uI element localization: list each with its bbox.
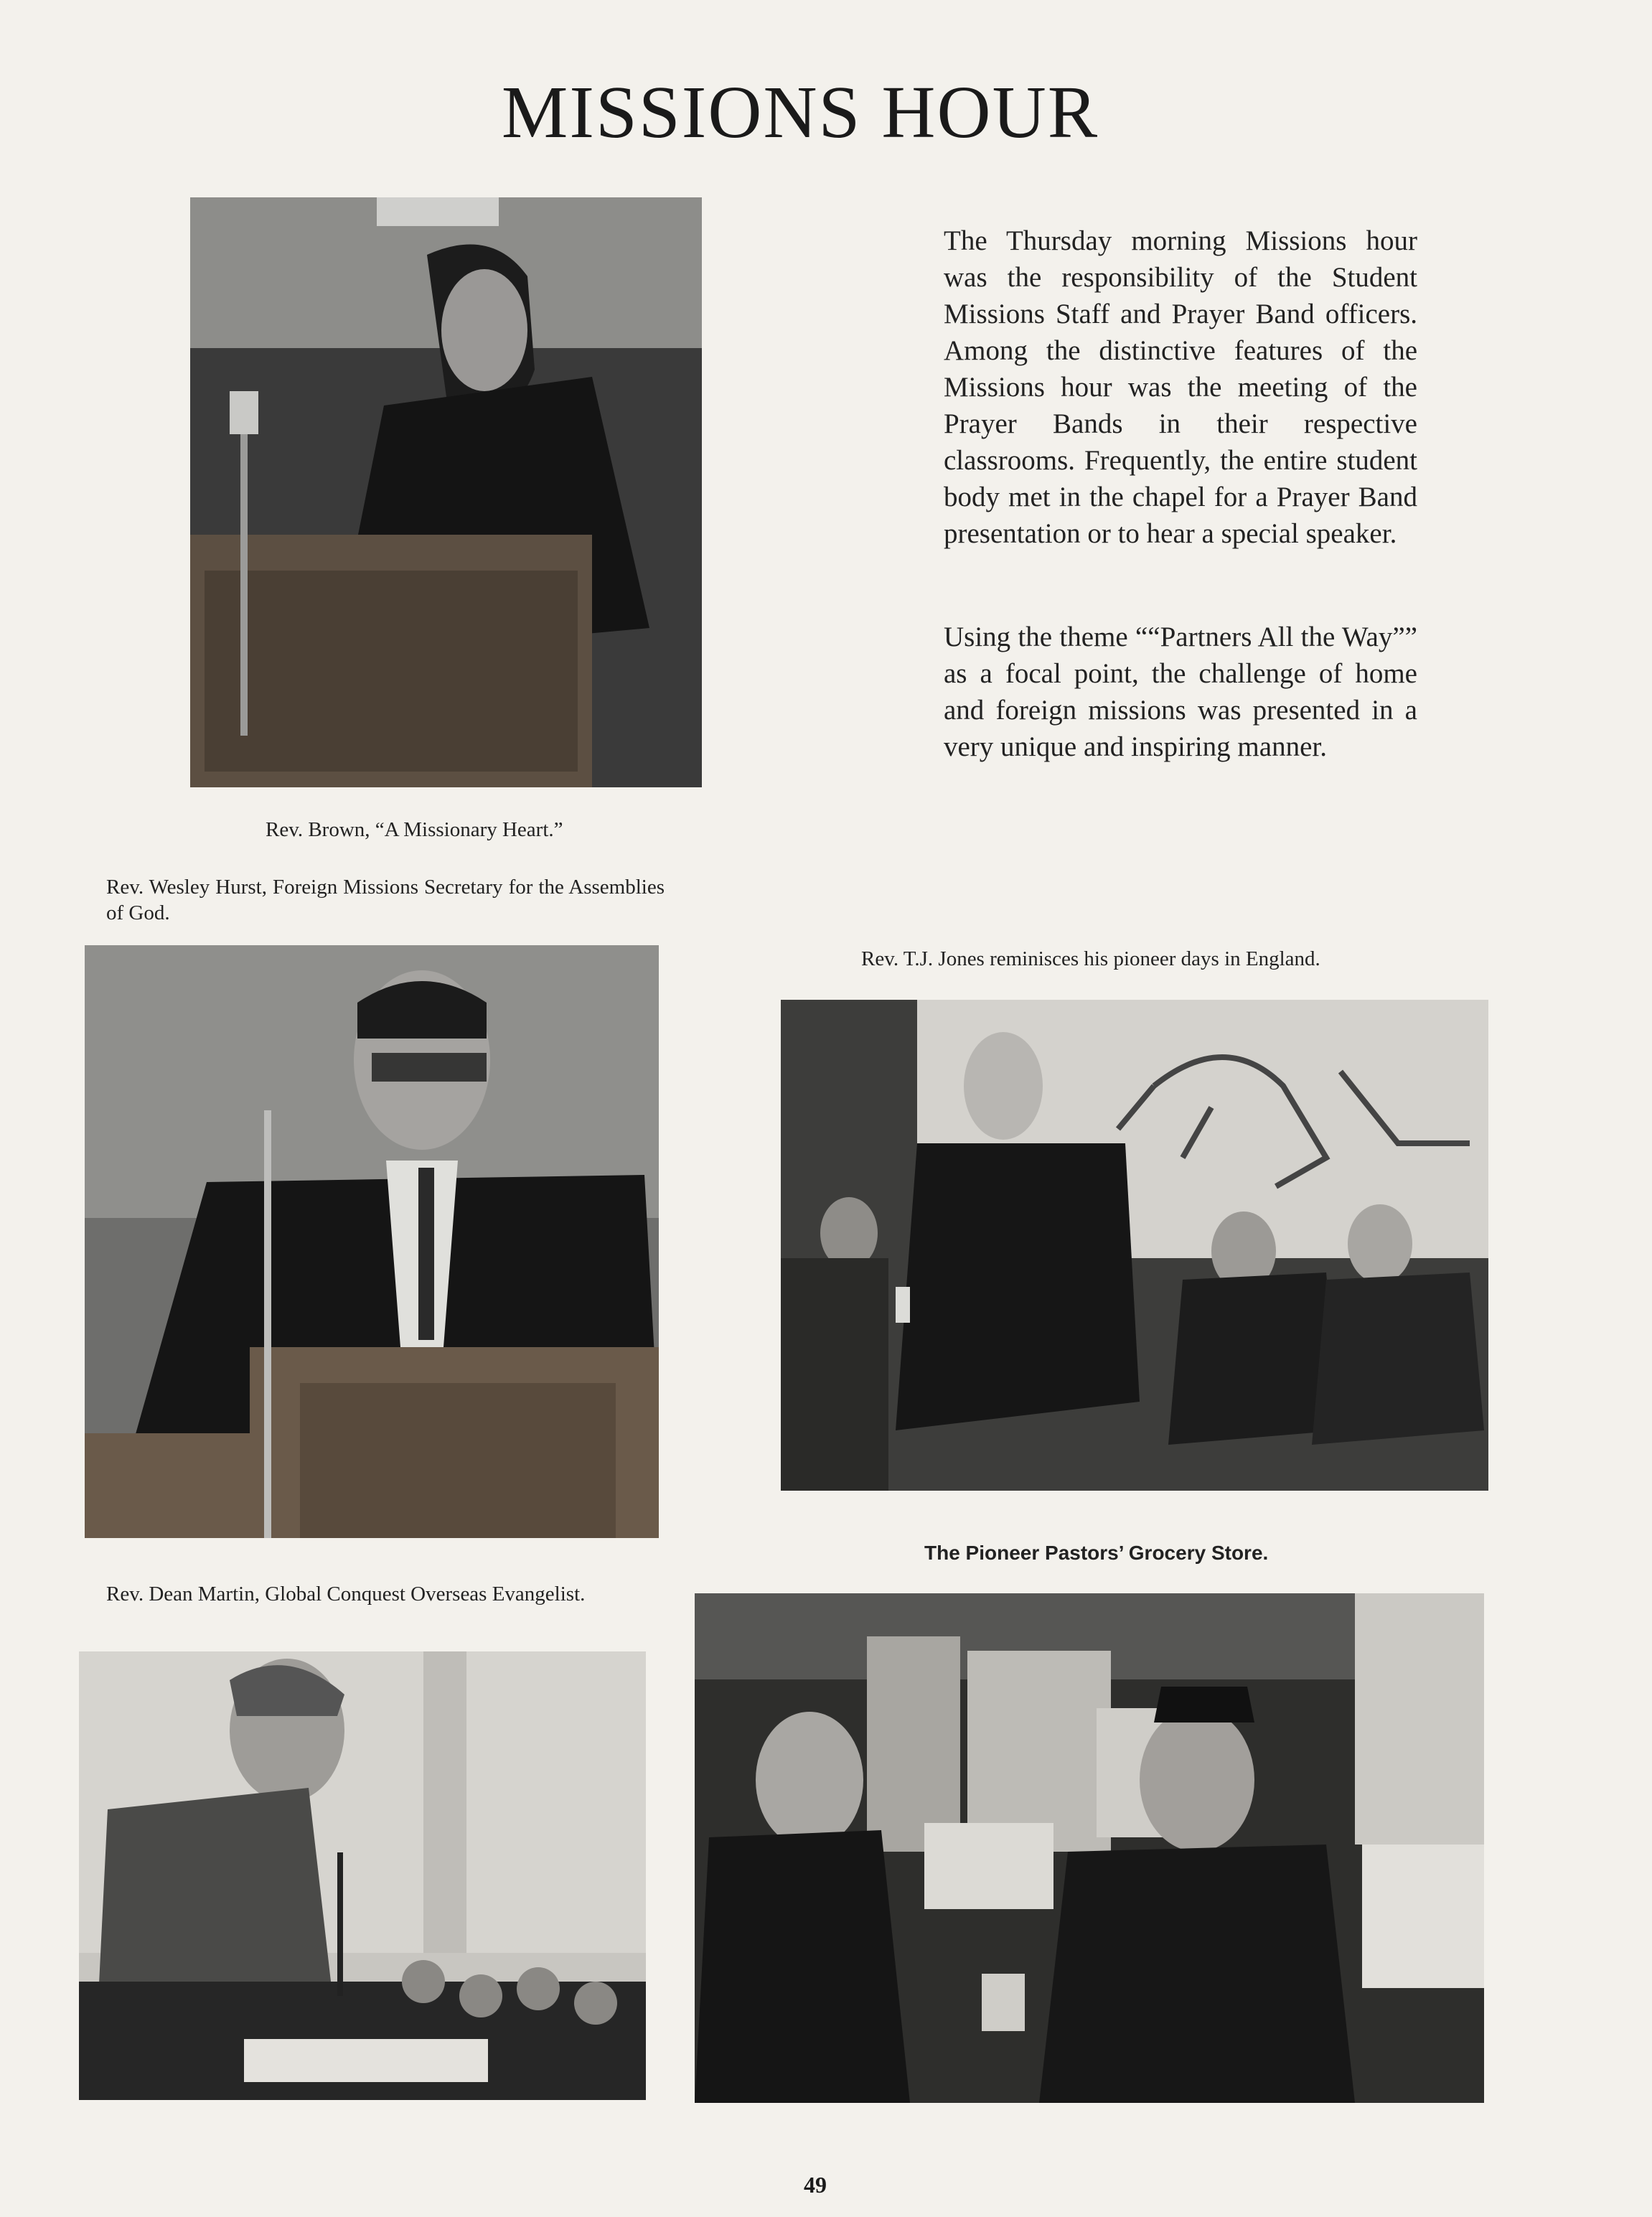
caption-grocery-store: The Pioneer Pastors’ Grocery Store. <box>924 1542 1269 1564</box>
photo-rev-brown <box>190 197 702 787</box>
caption-rev-hurst: Rev. Wesley Hurst, Foreign Missions Secretary for the Assemblies of God. <box>106 876 665 924</box>
photo-grocery-store <box>695 1593 1484 2103</box>
photo-rev-hurst <box>85 945 659 1538</box>
intro-paragraph-2: Using the theme ““Partners All the Way”” as a focal point, the challenge of home and foreign missions was presented in a very unique and inspiring manner. <box>944 622 1417 762</box>
caption-rev-jones: Rev. T.J. Jones reminisces his pioneer days in England. <box>861 947 1320 970</box>
photo-rev-jones <box>781 1000 1488 1491</box>
page-number: 49 <box>804 2172 827 2198</box>
caption-rev-brown: Rev. Brown, “A Missionary Heart.” <box>266 818 563 841</box>
intro-paragraph-1: The Thursday morning Missions hour was the responsibility of the Student Missions Staff and Prayer Band officers. Among the distinctive features of the Missions hour was the meeting of the Prayer Bands in their respective classrooms. Frequently, the entire student body met in the chapel for a Prayer Band presentation or to hear a special speaker. <box>944 225 1417 549</box>
caption-rev-martin: Rev. Dean Martin, Global Conquest Overseas Evangelist. <box>106 1583 586 1606</box>
photo-rev-martin <box>79 1651 646 2100</box>
page-title: MISSIONS HOUR <box>501 71 1099 154</box>
